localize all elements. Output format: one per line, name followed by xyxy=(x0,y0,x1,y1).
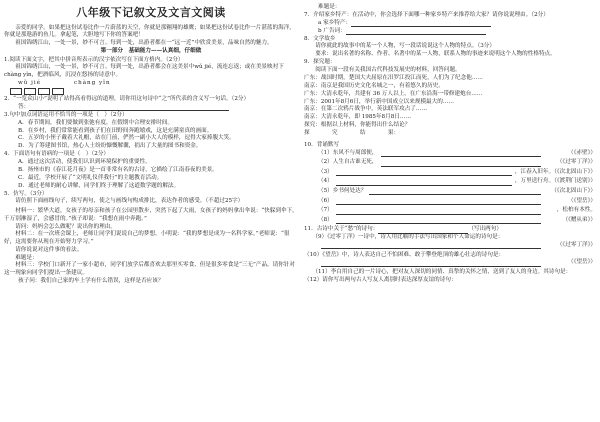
answer-box[interactable] xyxy=(52,88,64,95)
material-line: 广东：战国时期，楚国大夫屈原在汨罗江投江而死，人们为了纪念他…… xyxy=(304,74,484,81)
question-1-text: 祖国锦绣江山，一处一景，妙不可言。每到一处，出游者都会在这美景中wǔ jié，流连忘返；或在美景映衬下chàng yǐn，把酒临风，沉浸在悠扬的诗意中。 xyxy=(4,64,284,78)
poem-row[interactable] xyxy=(318,150,596,157)
material-line: 南京：大清永乾年，即 1985年8月8日…… xyxy=(304,114,412,121)
poem-source: （《赤壁》） xyxy=(568,149,596,156)
material-line: 探究：根据以上材料，你能得出什么结论？ xyxy=(304,122,411,129)
difficulty-heading: 难题是： xyxy=(318,4,341,10)
material-2-question: 请你说说对这件事的看法。 xyxy=(4,246,83,253)
question-4-options xyxy=(4,159,298,190)
poem-source: （《次北固山下》） xyxy=(551,188,596,194)
answer-blank[interactable] xyxy=(29,106,229,111)
question-8: 8．文学故乡 xyxy=(304,35,336,42)
question-4: 4．下面语句有语病的一项是（ ）（2分） xyxy=(4,151,110,158)
specialty-line[interactable] xyxy=(318,20,596,27)
poem-prompt: （5）乡书何处达？ xyxy=(318,188,367,194)
poem-row[interactable] xyxy=(318,198,596,205)
option-d: D．为了筹建图书馆，热心人士纷纷慷慨解囊，捐出了大量的图书和资金。 xyxy=(18,143,202,150)
question-15: （12）请你写出两句古人写友人离别时表达深厚友谊的诗句： xyxy=(304,276,457,283)
poem-prompt: （8） xyxy=(318,216,333,223)
poem-prompt: （2）人生自古谁无死， xyxy=(318,159,378,166)
answer-blank[interactable] xyxy=(336,181,512,186)
question-11[interactable] xyxy=(304,226,596,233)
question-1: 1.阅读下面文字，把其中拼音所表示的汉字依次写在下面方格内。（2分） xyxy=(4,56,184,63)
option-c: C．五岁的小侄子戴着大礼帽，站在门前，俨然一副小大人的模样，逗得大家捧腹大笑。 xyxy=(18,135,235,142)
section-one-heading: 第一部分 基础能力——认真细，仔细做 xyxy=(100,48,202,55)
material-1: 材料一：繁华大道，女孩子的母亲和孩子在公园里散步，突然下起了大雨，女孩子的妈妈拿出伞说：“快躲到伞下，千万别淋湿了，会感冒的。”孩子却说：“我想在雨中奔跑。” xyxy=(4,208,298,222)
material-2: 材料二：在一次班会课上，老师让同学们说说自己的梦想。小明说：“我的梦想是成为一名科学家。”老师说：“很好，这需要你从现在开始努力学习。” xyxy=(4,231,290,245)
answer-blank[interactable] xyxy=(321,244,541,249)
option-a: A．通过这次活动，使我们认识到环境保护的重要性。 xyxy=(18,159,151,166)
poem-row[interactable] xyxy=(318,207,596,214)
poem-list xyxy=(304,150,596,224)
question-2-answer-label: 答： xyxy=(18,103,30,110)
option-b: B．在乡村，我们常常能看到孩子们在田野间奔跑嬉戏，这是充满童真的画面。 xyxy=(18,127,213,134)
poem-source: （《望岳》） xyxy=(568,259,596,266)
material-1-question: 请问：妈妈会怎么做呢？说出你的理由。 xyxy=(4,223,116,230)
poem-row[interactable] xyxy=(304,242,596,249)
answer-blank[interactable] xyxy=(336,171,512,176)
answer-blank[interactable] xyxy=(381,162,542,167)
answer-blank[interactable] xyxy=(378,229,468,234)
answer-blank[interactable] xyxy=(369,190,541,195)
answer-blank[interactable] xyxy=(336,200,541,205)
poem-source: （《过零丁洋》） xyxy=(556,242,596,248)
answer-blank[interactable] xyxy=(351,22,491,27)
question-2-answer-line[interactable] xyxy=(4,104,298,111)
answer-boxes xyxy=(10,88,298,95)
option-d: D．通过老师的耐心讲解，同学们终于理解了这道数学题的解法。 xyxy=(18,182,180,189)
poem-prompt: （4） xyxy=(318,178,333,185)
answer-blank[interactable] xyxy=(346,30,486,35)
poem-source: ，万里送行舟。（《渡荆门送别》） xyxy=(514,178,596,185)
material-line: 南京：在第二次鸦片战争中，英法联军攻占了…… xyxy=(304,106,428,113)
question-14: （11）李白用自己的一片诗心，把对友人深切的同情、真挚的关怀之情，送到了友人的身边。其诗句是： xyxy=(304,269,572,275)
material-line: 广东：2001年8月6日，举行新中国成立以来规模最大的…… xyxy=(304,98,455,105)
question-7-fields xyxy=(304,20,596,35)
answer-blank[interactable] xyxy=(336,219,541,224)
poem-prompt: （6） xyxy=(318,197,333,204)
question-11-label: 11．古诗中关于“愁”的诗句： xyxy=(304,226,379,233)
poem-row[interactable] xyxy=(318,217,596,224)
child-question: 孩子问：我们自己家的车上学有什么错误，这样是否应该？ xyxy=(18,277,164,284)
question-11-note: （写出两句） xyxy=(468,226,502,233)
question-8-text: 请你就此的故事中的某一个人物，写一段话说说这个人物的特点。（3分） xyxy=(304,43,495,50)
intro-paragraph: 祖国锦绣江山，一处一景，妙不可言。每到一处，出游者都在一“远一近”中欣赏美景，品味自然的魅力。 xyxy=(15,39,273,46)
answer-blank[interactable] xyxy=(381,152,542,157)
question-5-text: 请仿照下面画线句子，续写两句，使之与画线句构成排比，表达作者的感受。（不超过25字） xyxy=(4,198,244,205)
poem-source: （《过零丁洋》） xyxy=(556,159,596,166)
poem-source: （《望岳》） xyxy=(568,197,596,204)
left-column xyxy=(4,4,298,286)
question-2: 2．“一览众山小”说明了站得高看得远的道理，请你用这句诗中“之”所代表的含义写一句话。（2分） xyxy=(4,96,250,103)
poem-source: ，江春入旧年。（《次北固山下》） xyxy=(514,168,596,175)
question-9-text: 阅读下面一段有关我国古代科技发展史的材料，回答问题。 xyxy=(304,67,461,73)
material-3: 材料三：学校门口新开了一家小超市，同学们放学后都喜欢去那里买零食，但是很多零食是“三无”产品，请你针对这一现象向同学们提出一条建议。 xyxy=(4,262,296,276)
question-10: 10．背诵默写 xyxy=(304,141,340,148)
question-3-options xyxy=(4,120,298,151)
difficulty-label: 难题是： xyxy=(4,254,38,261)
greeting-paragraph: 亲爱的同学，如果把这份试卷比作一片蔚蓝的天空，你就是那翱翔的雄鹰；如果把这份试卷比作一片湛蓝的海洋，你就是那遨游的鱼儿。拿起笔，大胆地写下你的答案吧！ xyxy=(4,24,295,38)
research-result-label: 探 究 结 果： xyxy=(304,130,400,136)
option-a: A．春节期间，我们要做到张弛有度，在假期中合理安排时间。 xyxy=(18,119,174,126)
question-9: 9．探究题： xyxy=(304,59,336,66)
question-8-task: 要求：说出名著的名称、作者、名著中的某一人物，联系人物的事迹来说明这个人物的性格特点。 xyxy=(304,51,556,58)
poem-row[interactable] xyxy=(318,169,596,176)
poem-prompt: （3） xyxy=(318,168,333,175)
option-b: B．扬州市的《春江花月夜》是一首非常有名的古诗，它描绘了江南春夜的美景。 xyxy=(18,166,218,173)
poem-row[interactable] xyxy=(318,159,596,166)
poem-row[interactable] xyxy=(304,259,596,266)
right-column xyxy=(304,4,596,285)
question-1-pinyin: wǔ jié chàng yǐn xyxy=(18,79,111,86)
answer-box[interactable] xyxy=(10,88,22,95)
question-12: （9）《过零丁洋》一诗中，诗人用比喻的手法写出国家和个人命运的诗句是： xyxy=(304,234,504,241)
question-13: （10）《望岳》中，诗人表达自己不怕困难、敢于攀登绝顶的雄心壮志的诗句是： xyxy=(304,251,505,258)
poem-source: （《赠从弟》） xyxy=(562,216,596,223)
poem-prompt: （7） xyxy=(318,207,333,214)
answer-box[interactable] xyxy=(38,88,50,95)
specialty-label: a 家乡特产： xyxy=(318,19,352,26)
poem-row[interactable] xyxy=(318,188,596,195)
question-5: 5．仿写。（3分） xyxy=(4,190,48,197)
material-line: 广东：大清永乾年，共建有 36 万人以上，在广东沿海一带修建炮台…… xyxy=(304,90,483,97)
poem-prompt: （1）东风不与周郎便， xyxy=(318,149,378,156)
material-line: 南京：南京是我国历史文化名城之一，有着悠久的历史。 xyxy=(304,82,444,89)
question-7: 7．介绍家乡特产：在活动中，你会选择下面哪一种家乡特产来推荐给大家？请你说说理由。（2分） xyxy=(304,11,549,18)
question-3: 3.句中加点词语运用不恰当的一项是（ ）（2分） xyxy=(4,111,128,118)
option-c: C．最近，学校开展了“文明礼仪伴我行”的主题教育活动。 xyxy=(18,174,163,181)
answer-blank[interactable] xyxy=(336,210,541,215)
ad-line[interactable] xyxy=(318,28,596,35)
page-title: 八年级下记叙文及文言文阅读 xyxy=(76,6,226,19)
answer-box[interactable] xyxy=(24,88,36,95)
poem-source: ，松柏有本性。 xyxy=(556,207,596,214)
ad-label: b 广告词： xyxy=(318,27,346,34)
poem-row[interactable] xyxy=(318,178,596,185)
answer-blank[interactable] xyxy=(321,262,541,267)
